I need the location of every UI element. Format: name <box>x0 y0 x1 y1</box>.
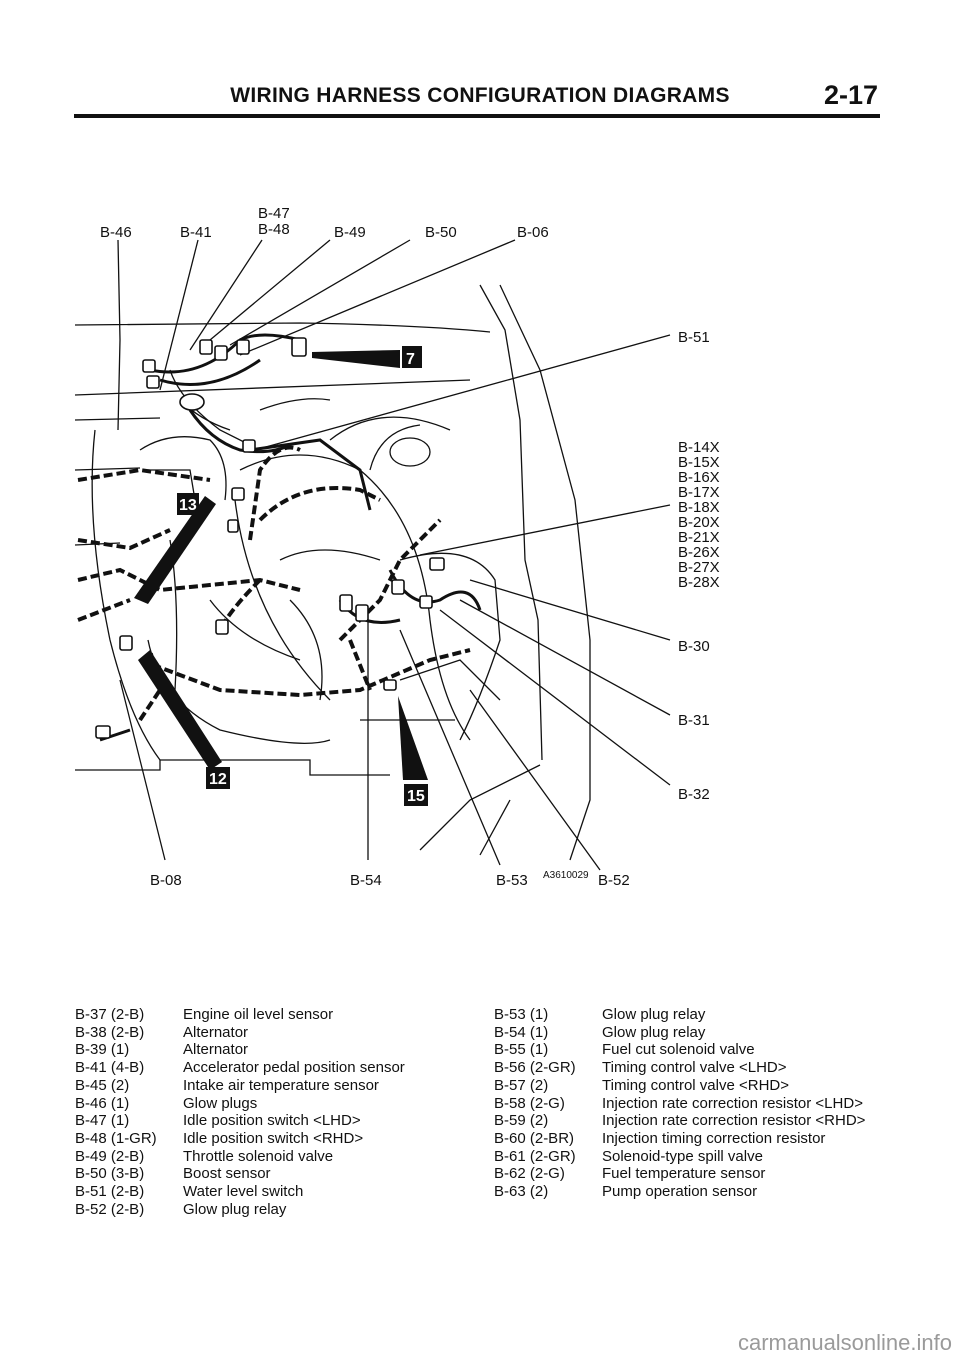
legend-row <box>75 1059 405 1077</box>
legend-description: Water level switch <box>183 1183 304 1201</box>
legend-description: Injection timing correction resistor <box>602 1129 826 1147</box>
legend-description: Throttle solenoid valve <box>183 1147 334 1165</box>
callout-b46: B-46 <box>100 224 132 241</box>
figure-reference-code: A3610029 <box>543 870 589 881</box>
callout-stack-7: B-26X <box>678 544 720 561</box>
legend-description: Glow plug relay <box>183 1200 287 1218</box>
legend-code: B-60 (2-BR) <box>494 1129 575 1147</box>
callout-stack-8: B-27X <box>678 559 720 576</box>
callout-stack-9: B-28X <box>678 574 720 591</box>
section-badge-7: 7 <box>406 351 415 368</box>
legend-code: B-56 (2-GR) <box>494 1059 576 1077</box>
callout-stack-6: B-21X <box>678 529 720 546</box>
callout-b31: B-31 <box>678 712 710 729</box>
legend-description: Idle position switch <RHD> <box>183 1129 364 1147</box>
callout-b06: B-06 <box>517 224 549 241</box>
callout-b47: B-47 <box>258 205 290 222</box>
legend-code: B-61 (2-GR) <box>494 1147 576 1165</box>
legend-code: B-58 (2-G) <box>494 1094 565 1112</box>
legend-code: B-54 (1) <box>494 1023 549 1041</box>
legend-code: B-50 (3-B) <box>75 1165 145 1183</box>
callout-b49: B-49 <box>334 224 366 241</box>
legend-code: B-47 (1) <box>75 1112 130 1130</box>
legend-description: Injection rate correction resistor <RHD> <box>602 1112 866 1130</box>
callout-b52: B-52 <box>598 872 630 889</box>
legend-row <box>75 1041 405 1059</box>
legend-row <box>75 1024 405 1042</box>
legend-row <box>494 1041 865 1059</box>
legend-description: Injection rate correction resistor <LHD> <box>602 1094 863 1112</box>
legend-row <box>75 1148 405 1166</box>
legend-code: B-41 (4-B) <box>75 1059 145 1077</box>
legend-code: B-55 (1) <box>494 1041 549 1059</box>
legend-description: Solenoid-type spill valve <box>602 1147 763 1165</box>
legend-code: B-39 (1) <box>75 1041 130 1059</box>
legend-code: B-37 (2-B) <box>75 1006 145 1023</box>
legend-description: Boost sensor <box>183 1165 271 1183</box>
legend-description: Timing control valve <RHD> <box>602 1076 790 1094</box>
legend-description: Intake air temperature sensor <box>183 1076 379 1094</box>
legend-code: B-53 (1) <box>494 1006 549 1023</box>
callout-b32: B-32 <box>678 786 710 803</box>
legend-row <box>75 1095 405 1113</box>
legend-row <box>75 1006 405 1024</box>
callout-b51: B-51 <box>678 329 710 346</box>
callout-b41: B-41 <box>180 224 212 241</box>
callout-stack-1: B-15X <box>678 454 720 471</box>
legend-row <box>75 1165 405 1183</box>
legend-description: Glow plug relay <box>602 1006 706 1023</box>
legend-code: B-38 (2-B) <box>75 1023 145 1041</box>
legend-row <box>75 1112 405 1130</box>
callout-stack-2: B-16X <box>678 469 720 486</box>
legend-code: B-62 (2-G) <box>494 1165 565 1183</box>
legend-code: B-49 (2-B) <box>75 1147 145 1165</box>
legend-row <box>494 1165 865 1183</box>
callout-stack-4: B-18X <box>678 499 720 516</box>
legend-description: Idle position switch <LHD> <box>183 1112 361 1130</box>
legend-code: B-51 (2-B) <box>75 1183 145 1201</box>
legend-code: B-46 (1) <box>75 1094 130 1112</box>
legend-code: B-57 (2) <box>494 1076 549 1094</box>
callout-stack-5: B-20X <box>678 514 720 531</box>
legend-row <box>494 1112 865 1130</box>
legend-row <box>494 1024 865 1042</box>
callout-b08: B-08 <box>150 872 182 889</box>
legend-row <box>494 1059 865 1077</box>
legend-description: Fuel cut solenoid valve <box>602 1041 755 1059</box>
callout-b50: B-50 <box>425 224 457 241</box>
legend-code: B-48 (1-GR) <box>75 1129 157 1147</box>
legend-code: B-59 (2) <box>494 1112 549 1130</box>
connector-legend-right <box>494 1006 865 1201</box>
legend-description: Pump operation sensor <box>602 1183 758 1201</box>
callout-stack-3: B-17X <box>678 484 720 501</box>
legend-row <box>75 1077 405 1095</box>
callout-stack-0: B-14X <box>678 439 720 456</box>
legend-description: Glow plug relay <box>602 1023 706 1041</box>
callout-b53: B-53 <box>496 872 528 889</box>
legend-row <box>494 1148 865 1166</box>
legend-row <box>75 1183 405 1201</box>
legend-description: Engine oil level sensor <box>183 1006 334 1023</box>
callout-b54: B-54 <box>350 872 382 889</box>
legend-description: Alternator <box>183 1023 249 1041</box>
section-badge-13: 13 <box>179 497 197 514</box>
legend-row <box>494 1130 865 1148</box>
page-number: 2-17 <box>823 80 878 110</box>
page-title: WIRING HARNESS CONFIGURATION DIAGRAMS <box>230 84 730 107</box>
watermark[interactable]: carmanualsonline.info <box>737 1330 952 1355</box>
legend-description: Alternator <box>183 1041 249 1059</box>
legend-code: B-45 (2) <box>75 1076 130 1094</box>
legend-description: Fuel temperature sensor <box>602 1165 766 1183</box>
legend-row <box>494 1077 865 1095</box>
legend-row <box>75 1130 405 1148</box>
legend-row <box>494 1183 865 1201</box>
callout-b30: B-30 <box>678 638 710 655</box>
section-badge-12: 12 <box>209 771 227 788</box>
legend-row <box>494 1095 865 1113</box>
legend-code: B-52 (2-B) <box>75 1200 145 1218</box>
legend-code: B-63 (2) <box>494 1183 549 1201</box>
callout-b48: B-48 <box>258 221 290 238</box>
section-badge-15: 15 <box>407 788 425 805</box>
legend-description: Timing control valve <LHD> <box>602 1059 787 1077</box>
legend-row <box>75 1201 405 1219</box>
legend-description: Accelerator pedal position sensor <box>183 1059 405 1077</box>
connector-legend-left <box>75 1006 405 1218</box>
legend-row <box>494 1006 865 1024</box>
legend-description: Glow plugs <box>183 1094 258 1112</box>
